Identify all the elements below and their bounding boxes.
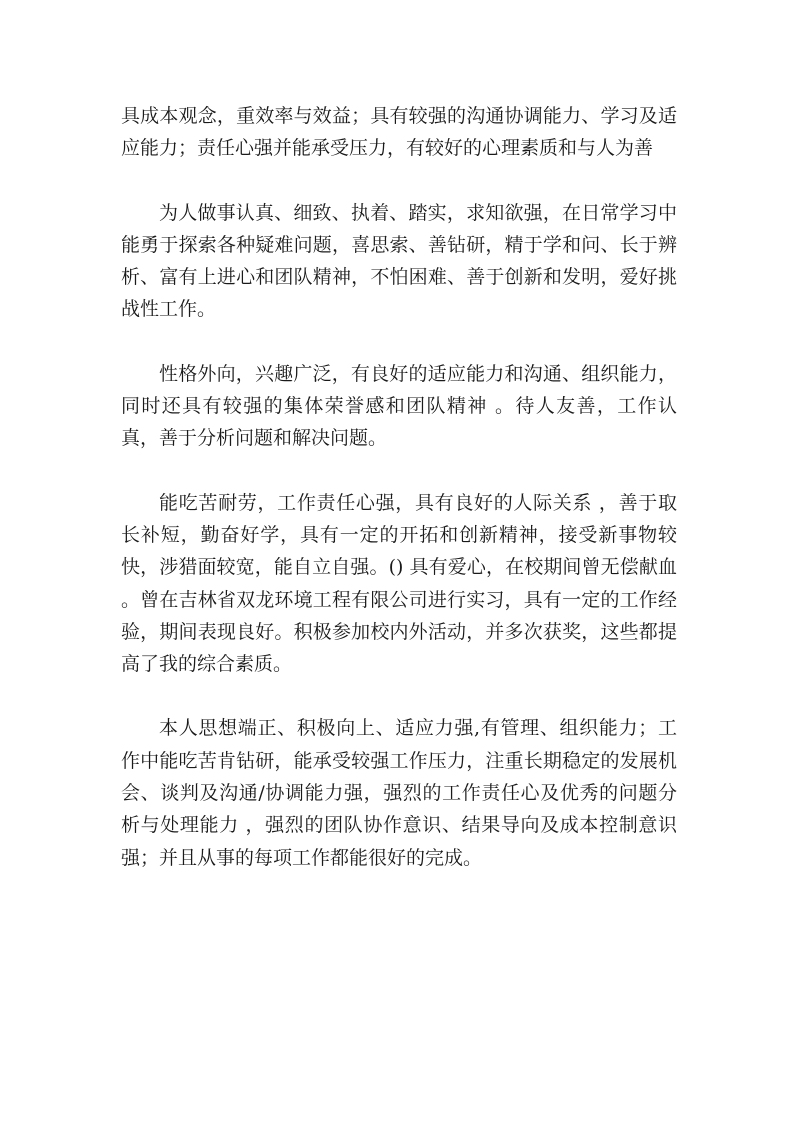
paragraph-summary: 本人思想端正、积极向上、适应力强,有管理、组织能力；工作中能吃苦肯钻研，能承受较强工作压力，注重长期稳定的发展机会、谈判及沟通/协调能力强，强烈的工作责任心及优秀的问题分析与处理能力 ，强烈的团队协作意识、结果导向及成本控制意识强；并且从事的每项工作都能很好的完成。 — [121, 717, 677, 869]
paragraph-personality: 性格外向，兴趣广泛，有良好的适应能力和沟通、组织能力，同时还具有较强的集体荣誉感和团队精神 。待人友善，工作认真，善于分析问题和解决问题。 — [121, 362, 677, 450]
document-body — [121, 100, 677, 874]
paragraph-work-attitude: 为人做事认真、细致、执着、踏实，求知欲强，在日常学习中能勇于探索各种疑难问题，喜思索、善钻研，精于学和问、长于辨析、富有上进心和团队精神，不怕困难、善于创新和发明，爱好挑战性工作。 — [121, 201, 677, 321]
paragraph-continued: 具成本观念，重效率与效益；具有较强的沟通协调能力、学习及适应能力；责任心强并能承受压力，有较好的心理素质和与人为善 — [121, 105, 677, 160]
paragraph-experience: 能吃苦耐劳，工作责任心强，具有良好的人际关系 ，善于取长补短，勤奋好学，具有一定的开拓和创新精神，接受新事物较快，涉猎面较宽，能自立自强。() 具有爱心，在校期间曾无偿献血 。曾在吉林省双龙环境工程有限公司进行实习，具有一定的工作经验，期间表现良好。积极参加校内外活动，并多次获奖，这些都提高了我的综合素质。 — [121, 491, 677, 676]
